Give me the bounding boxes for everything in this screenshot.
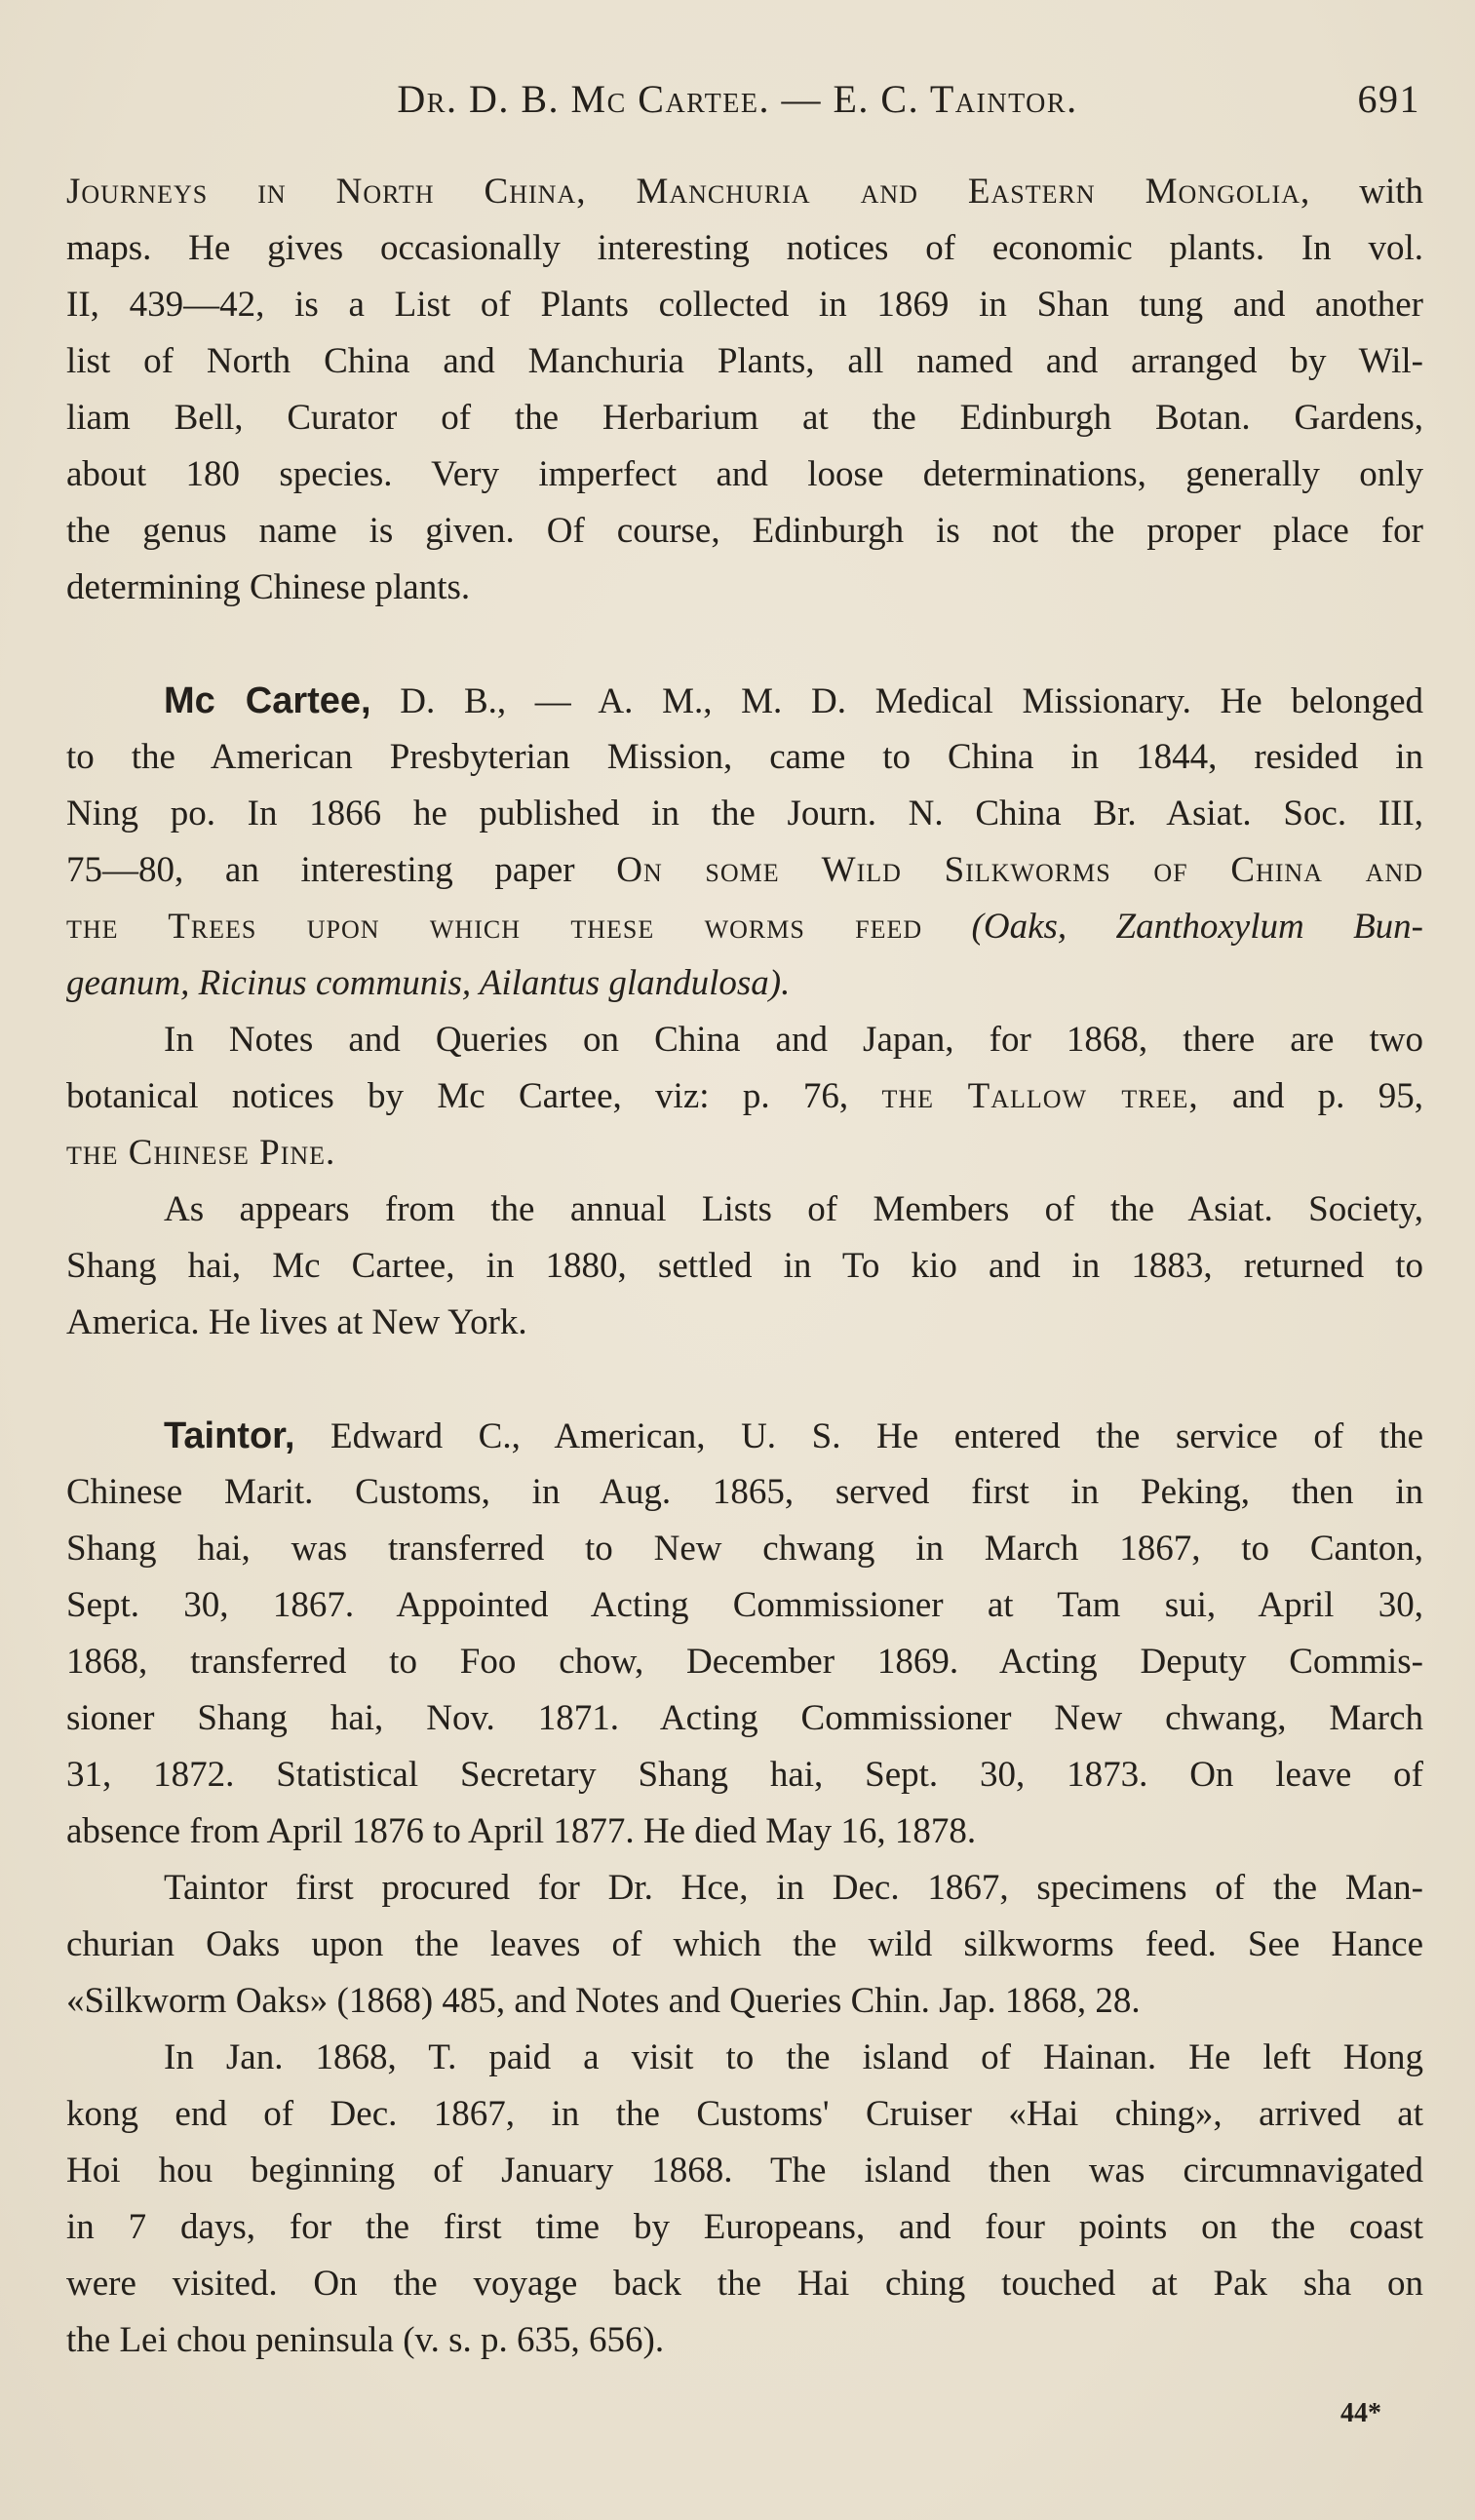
notice-title: the Tallow tree, [881,1076,1199,1116]
text-line: about 180 species. Very imperfect and loose determinations, generally only [66,454,1423,494]
entry-gap [66,1351,1423,1408]
text-line: the Lei chou peninsula (v. s. p. 635, 656). [66,2320,665,2360]
entry-mc-cartee [66,673,1423,1351]
text-line [66,1125,1423,1182]
text-line: Shang hai, was transferred to New chwang in March 1867, to Canton, [66,1529,1423,1569]
text-line: Shang hai, Mc Cartee, in 1880, settled in To kio and in 1883, returned to [66,1246,1423,1286]
text-line: sioner Shang hai, Nov. 1871. Acting Commissioner New chwang, March [66,1698,1423,1738]
text-line: 75—80, an interesting paper On some Wild Silkworms of China and [66,850,1423,890]
entry-gap [66,616,1423,673]
text-line: maps. He gives occasionally interesting notices of economic plants. In vol. [66,228,1423,268]
text-line: America. He lives at New York. [66,1302,527,1342]
text-line: Mc Cartee, D. B., — A. M., M. D. Medical Missionary. He belonged [164,680,1423,721]
text-line: churian Oaks upon the leaves of which the wild silkworms feed. See Hance [66,1924,1423,1964]
text-line: Hoi hou beginning of January 1868. The island then was circumnavigated [66,2151,1423,2190]
notice-title: the Chinese Pine. [66,1133,336,1173]
text-line: II, 439—42, is a List of Plants collected in 1869 in Shan tung and another [66,285,1423,325]
text-line: determining Chinese plants. [66,567,471,607]
text-line: Sept. 30, 1867. Appointed Acting Commissioner at Tam sui, April 30, [66,1585,1423,1625]
paper-title: the Trees upon which these worms feed [66,907,923,947]
text-line: liam Bell, Curator of the Herbarium at the Edinburgh Botan. Gardens, [66,398,1423,438]
page-number: 691 [1357,77,1420,121]
signature-mark: 44* [1340,2398,1381,2428]
running-head: Dr. D. B. Mc Cartee. — E. C. Taintor. [397,77,1078,121]
entry-name: Taintor, [164,1415,295,1456]
text-line: 31, 1872. Statistical Secretary Shang hai, Sept. 30, 1873. On leave of [66,1755,1423,1795]
text-line: In Notes and Queries on China and Japan, for 1868, there are two [164,1020,1423,1060]
text-line: to the American Presbyterian Mission, came to China in 1844, resided in [66,737,1423,777]
text-line: botanical notices by Mc Cartee, viz: p. 76, the Tallow tree, and p. 95, [66,1076,1423,1116]
text-body [66,164,1423,2369]
text-line: Ning po. In 1866 he published in the Journ. N. China Br. Asiat. Soc. III, [66,794,1423,834]
text-line: the genus name is given. Of course, Edinburgh is not the proper place for [66,511,1423,551]
text-line: kong end of Dec. 1867, in the Customs' Cruiser «Hai ching», arrived at [66,2094,1423,2134]
text-line: «Silkworm Oaks» (1868) 485, and Notes and Queries Chin. Jap. 1868, 28. [66,1981,1141,2021]
page-header [0,76,1475,135]
text-line [66,899,1423,955]
entry-name: Mc Cartee, [164,680,371,721]
text-line: absence from April 1876 to April 1877. He died May 16, 1878. [66,1811,977,1851]
text-line: in 7 days, for the first time by Europeans, and four points on the coast [66,2207,1423,2247]
text-line: Taintor first procured for Dr. Hce, in Dec. 1867, specimens of the Man- [164,1868,1423,1908]
paragraph-journeys-entry [66,164,1423,616]
text-line: were visited. On the voyage back the Hai ching touched at Pak sha on [66,2264,1423,2304]
text-line: list of North China and Manchuria Plants, all named and arranged by Wil- [66,341,1423,381]
species-list: geanum, Ricinus communis, Ailantus glandulosa). [66,963,791,1003]
entry-taintor [66,1408,1423,2369]
book-title: Journeys in North China, Manchuria and Eastern Mongolia, [66,172,1311,212]
text-line: 1868, transferred to Foo chow, December 1869. Acting Deputy Commis- [66,1642,1423,1682]
text-line: Chinese Marit. Customs, in Aug. 1865, served first in Peking, then in [66,1472,1423,1512]
text-line: Journeys in North China, Manchuria and Eastern Mongolia, with [66,172,1423,212]
paper-title: On some Wild Silkworms of China and [616,850,1423,890]
text-line: In Jan. 1868, T. paid a visit to the island of Hainan. He left Hong [164,2037,1423,2077]
text-line: Taintor, Edward C., American, U. S. He entered the service of the [164,1415,1423,1456]
species-list: (Oaks, Zanthoxylum Bun- [922,907,1423,947]
text-line [66,955,1423,1012]
text-line: As appears from the annual Lists of Members of the Asiat. Society, [164,1189,1423,1229]
